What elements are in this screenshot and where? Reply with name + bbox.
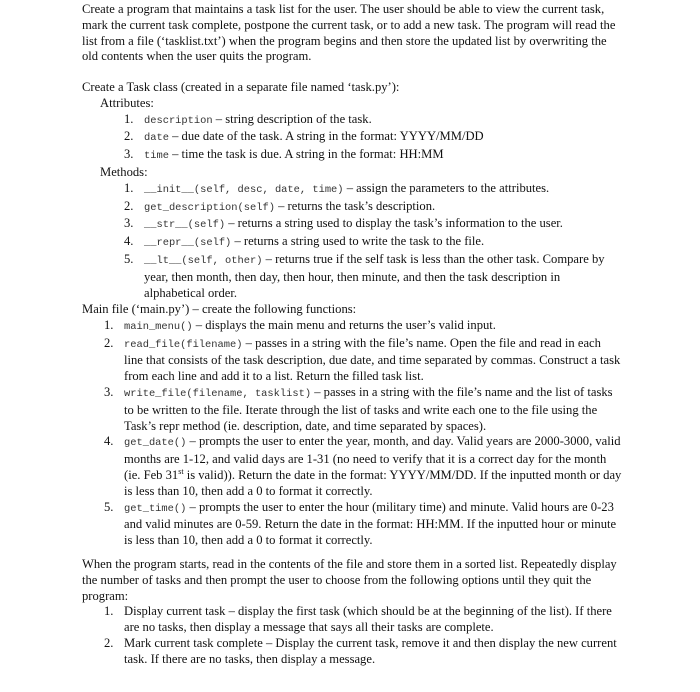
list-item: 2. get_description(self) – returns the task’s description. xyxy=(124,198,436,214)
program-section xyxy=(82,557,622,668)
attributes-list xyxy=(82,112,622,165)
functions-list xyxy=(82,318,622,549)
list-item: 3. write_file(filename, tasklist) – passes in a string with the file’s name and the list of tasks to be written to the file. Iterate through the list of tasks and write each one to the file using the Task’s repr method (ie. description, date, and time separated by spaces). xyxy=(104,384,613,433)
attributes-label: Attributes: xyxy=(100,95,154,110)
list-item: 4. get_date() – prompts the user to enter the year, month, and day. Valid years are 2000-3000, valid months are 1-12, and valid days are 1-31 (no need to verify that it is a correct day for the month (ie. Feb 31st is valid)). Return the date in the format: YYYY/MM/DD. If the inputted month or day is less than 10, then add a 0 to format it correctly. xyxy=(104,434,622,498)
list-item: 4. __repr__(self) – returns a string used to write the task to the file. xyxy=(124,234,485,250)
list-item: 2. date – due date of the task. A string in the format: YYYY/MM/DD xyxy=(124,129,484,145)
list-item: 3. time – time the task is due. A string in the format: HH:MM xyxy=(124,147,444,163)
main-file-heading: Main file (‘main.py’) – create the following functions: xyxy=(82,302,357,316)
list-item: 1. description – string description of the task. xyxy=(124,111,372,127)
list-item: 2. Mark current task complete – Display the current task, remove it and then display the new current task. If there are no tasks, then display a message. xyxy=(104,635,617,666)
list-item: 1. __init__(self, desc, date, time) – assign the parameters to the attributes. xyxy=(124,180,550,196)
intro-text: Create a program that maintains a task list for the user. The user should be able to view the current task, mark the current task complete, postpone the current task, or to add a new task. The program will read the list from a file (‘tasklist.txt’) when the program begins and then store the updated list by overwriting the old contents when the user quits the program. xyxy=(82,2,616,64)
intro-paragraph xyxy=(82,2,622,65)
program-text: When the program starts, read in the contents of the file and store them in a sorted list. Repeatedly display the number of tasks and then prompt the user to choose from the following options until they quit the program: xyxy=(82,557,617,603)
methods-label: Methods: xyxy=(100,164,148,179)
list-item: 1. Display current task – display the first task (which should be at the beginning of the list). If there are no tasks, then display a message that says all their tasks are complete. xyxy=(104,604,612,635)
list-item: 2. read_file(filename) – passes in a string with the file’s name. Open the file and read in each line that consists of the task description, due date, and time separated by commas. Construct a task from each line and add it to a list. Return the filled task list. xyxy=(104,335,621,384)
task-class-heading: Create a Task class (created in a separate file named ‘task.py’): xyxy=(82,80,400,94)
list-item: 5. __lt__(self, other) – returns true if the self task is less than the other task. Compare by year, then month, then day, then hour, then minute, and then the task description in alphabetical order. xyxy=(124,251,605,300)
options-list xyxy=(82,604,622,667)
methods-list xyxy=(82,181,622,302)
list-item: 1. main_menu() – displays the main menu and returns the user’s valid input. xyxy=(104,317,496,333)
main-file-section xyxy=(82,302,622,549)
task-class-section xyxy=(82,80,622,301)
list-item: 3. __str__(self) – returns a string used to display the task’s information to the user. xyxy=(124,216,563,232)
list-item: 5. get_time() – prompts the user to enter the hour (military time) and minute. Valid hours are 0-23 and valid minutes are 0-59. Return the date in the format: HH:MM. If the inputted hour or minute is less than 10, then add a 0 to format it correctly. xyxy=(104,499,617,548)
